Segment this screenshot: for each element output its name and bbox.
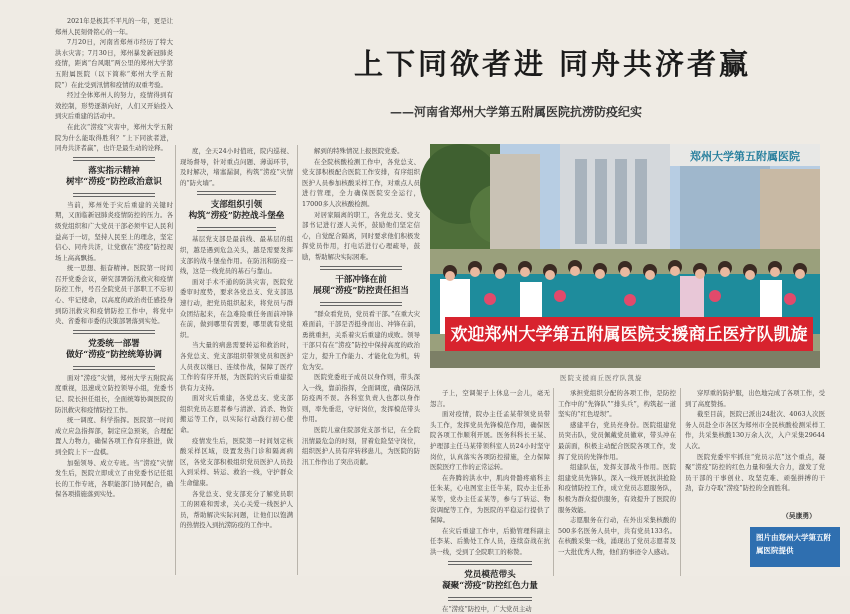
photo-illustration [430, 144, 820, 368]
col1-paragraph: 经过全体郑州人的努力，疫情得到有效控制，形势逐渐向好，人们又开始投入到灾后重建的活动中。 [55, 90, 173, 122]
author-byline: （吴康勇） [782, 510, 816, 520]
col5-paragraph: 承担党组织分配的各项工作，是防控工作中的“先锋队”“排头兵”，构筑起一道坚实的“红色堤坝”。 [558, 388, 676, 420]
headline: 上下同欲者进 同舟共济者赢 [255, 42, 850, 83]
col3-paragraph: 医院儿童住院部党支部书记，在全院汛情最危急的时刻，冒着危险坚守岗位，组织医护人员有序转移患儿，为医院的防汛工作作出了突出贡献。 [302, 425, 420, 467]
col6-paragraph: 医院党委牢牢抓住“党员示范”这个重点，凝聚“涝疫”防控的红色力量和强大合力，激发了党员干部的干事创业、攻坚克难、顽强拼搏的干劲，奋力夺取“涝疫”防控的全面胜利。 [685, 452, 825, 494]
divider [197, 191, 276, 195]
col3-paragraph: 医院党委班子成员以身作则，带头深入一线，靠前指挥，全面调度，确保防汛防疫两不误。各科室负责人也都以身作则，率先垂范，守好岗位，发挥模范带头作用。 [302, 372, 420, 425]
column-rule [553, 388, 554, 576]
col1-paragraph: 统一思想、振奋精神。医院第一时间召开党委会议，研究部署防汛救灾和疫情防控工作，号召全院党员干部职工不忘初心、牢记使命，以高度的政治责任感投身到防汛救灾和疫情防控工作中，将党中央、省委和市委的决策部署落到实处。 [55, 263, 173, 327]
col4-paragraph: 面对疫情，院办主任孟某带领党员带头工作，发挥党员先锋模范作用，确保医院各项工作顺利开展。医务科科长王某、护理部主任马某带领科室人员24小时坚守岗位，认真落实各项防控措施，全力保障医院医疗工作的正常运转。 [430, 409, 550, 473]
divider [320, 302, 403, 306]
col2-paragraph: 各党总支、党支部充分了解党员职工的困难和需求，关心关爱一线医护人员，帮助解决实际问题，让他们以饱满的热情投入到抗涝防疫的工作中。 [180, 489, 293, 531]
column-rule [297, 145, 298, 575]
col1-paragraph: 面对“涝疫”灾情，郑州大学五附院高度重视，迅速成立防控领导小组，党委书记、院长担任组长，全面统筹协调医院的防汛救灾和疫情防控工作。 [55, 373, 173, 415]
divider [448, 561, 532, 565]
divider [448, 597, 532, 601]
col1-paragraph: 在此次“涝疫”灾害中，郑州大学五附院为什么能取得胜利？“上下同欲者进，同舟共济者赢”，也许是最生动的诠释。 [55, 122, 173, 154]
photo-caption: 医院支援商丘医疗队凯旋 [560, 373, 643, 382]
column-rule [175, 145, 176, 575]
col4-paragraph: 在奔腾的洪水中，肌肉骨骼疼痛科主任朱某，心电图室主任牛某，院办主任孙某等，党办主任孟某等，参与了转运、物资调配等工作，为医院的平稳运行提供了保障。 [430, 473, 550, 526]
col3-paragraph: 在全院核酸检测工作中，各党总支、党支部积极配合医院工作安排，有序组织医护人员参加核酸采样工作，对重点人员进行管理，全力确保医院安全运行，17000多人次核酸检测。 [302, 157, 420, 210]
col3-paragraph: 解到的特殊情况上报医院党委。 [302, 146, 420, 157]
section-heading: 干部冲锋在前 展现“涝疫”防控责任担当 [302, 275, 420, 297]
col3-paragraph: 对居家隔离的职工，各党总支、党支部书记进行逐人关怀，鼓励他们坚定信心，自觉配合隔离，同时要求他们积极发挥党员作用，打电话进行心理疏导，鼓励，帮助解决实际困难。 [302, 210, 420, 263]
divider [73, 193, 156, 197]
section-heading: 落实指示精神 树牢“涝疫”防控政治意识 [55, 166, 173, 188]
column-3 [302, 146, 420, 576]
section-heading: 支部组织引领 构筑“涝疫”防控战斗堡垒 [180, 200, 293, 222]
col3-paragraph: “群众看党员，党员看干部。”在重大灾难面前，干部是否挺身而出、冲锋在前，勇挑重担，关系着灾后重建的成败。领导干部只有在“涝疫”防控中保持高度的政治定力，提升工作能力、才能化危为机，转危为安。 [302, 309, 420, 373]
column-rule [680, 388, 681, 576]
building-sign: 郑州大学第五附属医院 [689, 149, 800, 163]
col5-paragraph: 志愿服务在行动，在外出采集核酸的500多名医务人员中，共有党员133名。在核酸采集一线，涌现出了党员志愿者及一大批优秀人物，他们的事迹令人感动。 [558, 515, 676, 557]
column-4 [430, 388, 550, 576]
col2-paragraph: 面对手术不通的防洪灾害，医院党委审时度势，要求各党总支、党支部迅速行动，把党员组织起来，将党员与群众团结起来，在急难险重任务面前冲锋在前，做到哪里有需要，哪里就有党组织。 [180, 277, 293, 341]
hospital-team-photo [430, 144, 820, 368]
col4-paragraph: 在“涝疫”防控中，广大党员主动 [430, 604, 550, 614]
col2-paragraph: 度，全天24小时值班，院内巡视、现场督导，针对重点问题、薄弱环节，及时解决，堵塞漏洞，构筑“涝疫”灾情的“防火墙”。 [180, 146, 293, 188]
divider [73, 366, 156, 370]
col1-paragraph: 7月20日，河南省郑州市经历了特大洪水灾害；7月30日，郑州暴发新冠肺炎疫情，距离“台风眼”两公里的郑州大学第五附属医院（以下简称“郑州大学五附院”）在此受到汛情和疫情的双重考验。 [55, 37, 173, 90]
section-heading: 党员模范带头 凝聚“涝疫”防控红色力量 [430, 570, 550, 592]
column-5 [558, 388, 676, 576]
col2-paragraph: 基层党支部是最前线、最基层的组织，越是遇到危急关头，越是需要发挥支部的战斗堡垒作用。在防汛和防疫一线，这是一线党员的基石与靠山。 [180, 234, 293, 276]
col2-paragraph: 疫情发生后，医院第一时间划定核酸采样区域，设置发热门诊和隔离病区，各党支部积极组织党员医护人员投入到采样、转运、救治一线，守护群众生命健康。 [180, 436, 293, 489]
col6-paragraph: 截至目前，医院已派出24批次、4063人次医务人员赴全市各区为郑州市全民核酸检测采样工作，共采集核酸130万余人次，入户采集29644人次。 [685, 409, 825, 451]
col6-paragraph: 穿厚重的防护服，出色地完成了各项工作，受到了高度赞扬。 [685, 388, 825, 409]
col2-paragraph: 面对灾后重建，各党总支、党支部组织党员志愿者参与清淤、消杀、物资搬运等工作，以实际行动践行初心使命。 [180, 393, 293, 435]
column-6 [685, 388, 825, 508]
column-2 [180, 146, 293, 576]
divider [197, 227, 276, 231]
col1-paragraph: 统一调度、科学指挥。医院第一时间成立应急指挥部，制定应急预案，合理配置人力物力，确保各项工作有序推进，做到全院上下一盘棋。 [55, 415, 173, 457]
col1-paragraph: 加强领导、成立专班。当“涝疫”灾情发生后，医院立即成立了由党委书记任组长的工作专班，各职能部门协同配合，确保各项措施落到实处。 [55, 458, 173, 500]
subheadline: ——河南省郑州大学第五附属医院抗涝防疫纪实 [390, 103, 850, 120]
col5-paragraph: 感建平台，党员亮身份。医院组建党员突击队，党员佩戴党员徽章，带头冲在最前面，积极主动配合医院各项工作，发挥了党员的先锋作用。 [558, 420, 676, 462]
banner-text: 欢迎郑州大学第五附属医院支援商丘医疗队凯旋 [451, 324, 808, 345]
col5-paragraph: 组建队伍，发挥支部战斗作用。医院组建党员先锋队，深入一线开展抗洪抢险和疫情防控工作，成立党员志愿服务队，积极为群众提供服务，有效提升了医院的服务效能。 [558, 462, 676, 515]
section-heading: 党委统一部署 做好“涝疫”防控统筹协调 [55, 339, 173, 361]
col4-paragraph: 子上，空调架子上休息一会儿，毫无怨言。 [430, 388, 550, 409]
col1-paragraph: 当前，郑州处于灾后重建的关键时期，又面临新冠肺炎疫情防控的压力。各级党组织和广大党员干部必须牢记人民利益高于一切，坚持人民至上的理念，坚定信心、同舟共济，让党旗在“涝疫”防控现场上高高飘扬。 [55, 200, 173, 264]
col1-paragraph: 2021年是极其不平凡的一年，更是让郑州人民刻骨铭心的一年。 [55, 16, 173, 37]
divider [320, 266, 403, 270]
column-1 [55, 16, 173, 576]
col2-paragraph: 当大量的病患需要转运和救治时，各党总支、党支部组织带领党员和医护人员夜以继日、连续作战，保障了医疗工作的有序开展，为医院的灾后重建提供有力支持。 [180, 340, 293, 393]
divider [73, 330, 156, 334]
photo-credit-box: 图片由郑州大学第五附属医院提供 [750, 527, 840, 567]
col4-paragraph: 在灾后重建工作中，后勤管理科副主任李某、后勤处工作人员，连续奋战在抗洪一线，受到了全院职工的称赞。 [430, 526, 550, 558]
divider [73, 157, 156, 161]
